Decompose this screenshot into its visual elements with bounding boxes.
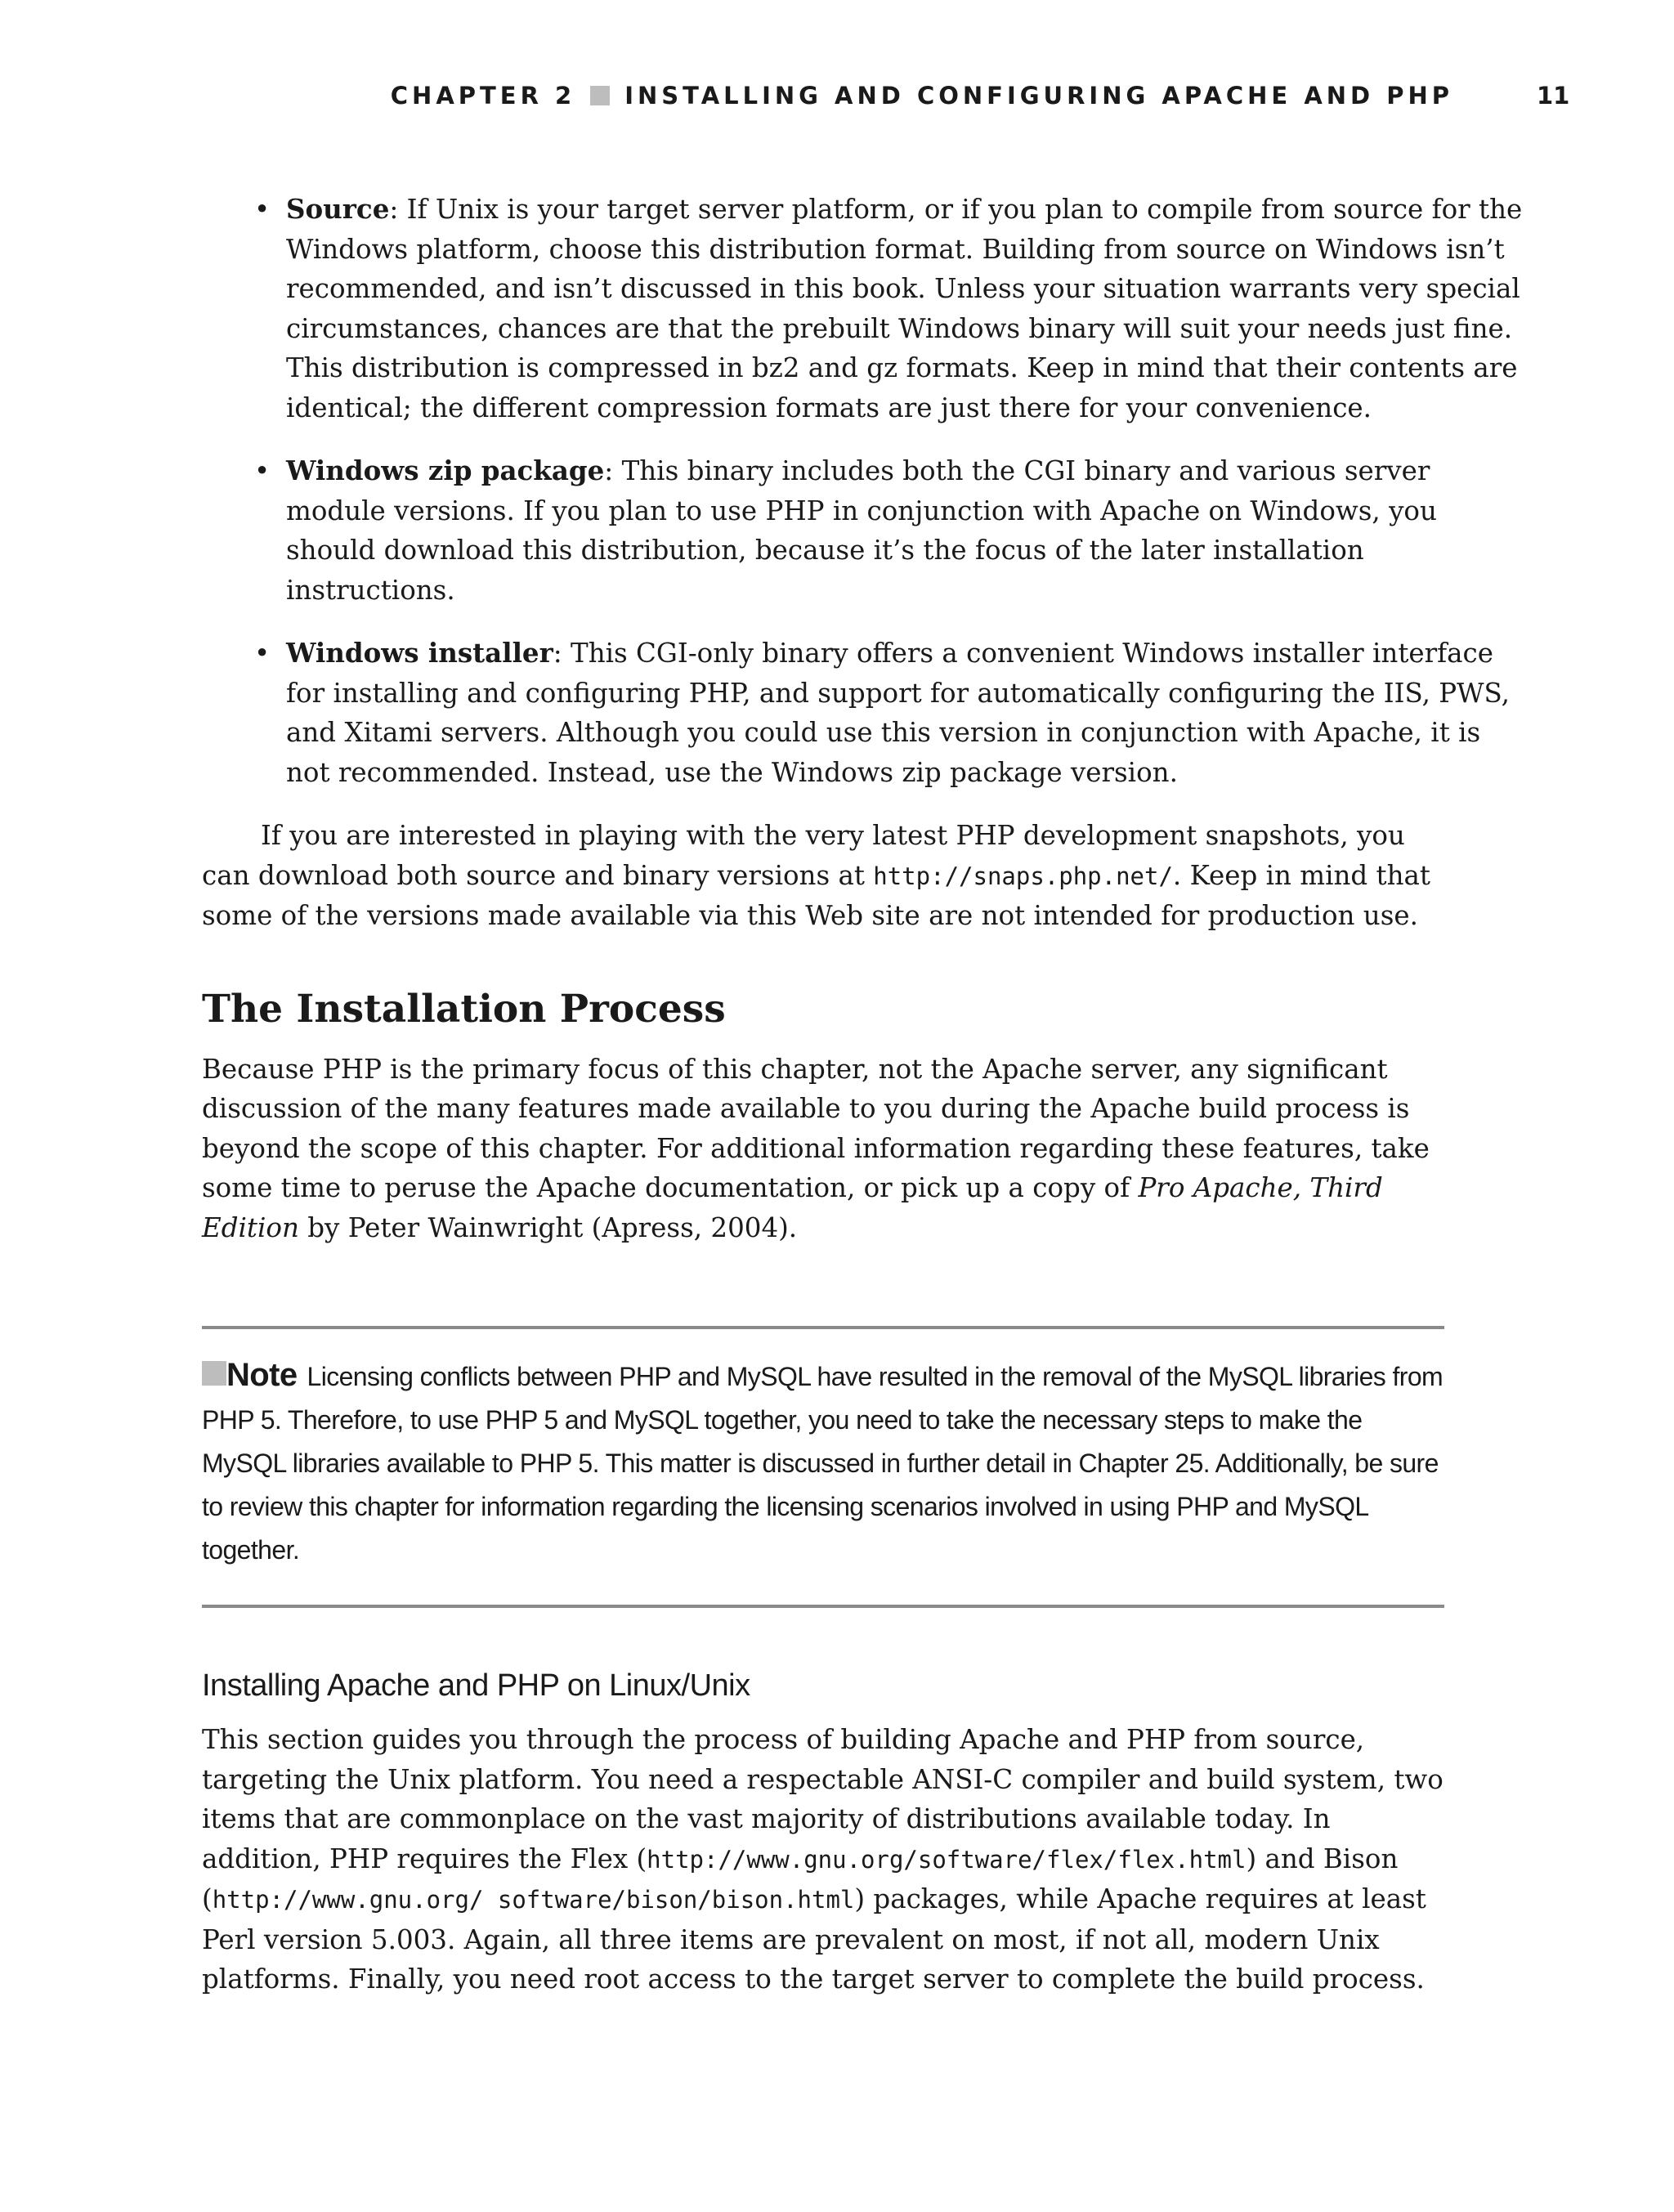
text-run: ) and Bison ( — [202, 1843, 1399, 1914]
note-text: Licensing conflicts between PHP and MySQL have resulted in the removal of the MySQL libraries from PHP 5. Therefore, to use PHP 5 and MySQL together, you need to take the necessary steps to make the MySQL libraries available to PHP 5. This matter is discussed in further detail in Chapter 25. Additionally, be sure to review this chapter for information regarding the licensing scenarios involved in using PHP and MySQL together. — [202, 1362, 1443, 1565]
list-text: : If Unix is your target server platform, or if you plan to compile from source for the Windows platform, choose this distribution format. Building from source on Windows isn’t recommended, and isn’t discussed in this book. Unless your situation warrants very special circumstances, chances are that the prebuilt Windows binary will suit your needs just fine. This distribution is compressed in bz2 and gz formats. Keep in mind that their contents are identical; the different compression formats are just there for your convenience. — [286, 194, 1523, 423]
header-title: INSTALLING AND CONFIGURING APACHE AND PHP — [624, 82, 1453, 110]
book-title: Pro Apache, Third Edition — [202, 1172, 1383, 1243]
list-item-windows-zip — [202, 451, 1533, 610]
note-label: Note — [226, 1357, 298, 1393]
section-intro-paragraph — [202, 1050, 1444, 1248]
running-header — [0, 82, 1453, 110]
snapshots-url: http://snaps.php.net/ — [873, 862, 1173, 890]
list-item-source — [202, 190, 1533, 428]
header-separator-square — [590, 86, 610, 105]
text-run: . Keep in mind that some of the versions made available via this Web site are not intended for production use. — [202, 859, 1430, 931]
bullet-icon: • — [254, 194, 271, 225]
text-run: This section guides you through the process of building Apache and PHP from source, targeting the Unix platform. You need a respectable ANSI-C compiler and build system, two items that are commonplace on the vast majority of distributions available today. In addition, PHP requires the Flex ( — [202, 1724, 1443, 1874]
list-text: : This CGI-only binary offers a convenient Windows installer interface for installing and configuring PHP, and support for automatically configuring the IIS, PWS, and Xitami servers. Although you could use this version in conjunction with Apache, it is not recommended. Instead, use the Windows zip package version. — [286, 638, 1510, 788]
list-term: Source — [286, 193, 390, 225]
snapshots-paragraph — [202, 816, 1444, 936]
bullet-icon: • — [254, 455, 271, 486]
flex-url: http://www.gnu.org/software/flex/flex.html — [647, 1845, 1247, 1874]
page-content — [202, 190, 1523, 1999]
text-run: ) packages, while Apache requires at least Perl version 5.003. Again, all three items are prevalent on most, if not all, modern Unix platforms. Finally, you need root access to the target server to complete the build process. — [202, 1883, 1426, 1995]
note-box — [202, 1326, 1444, 1608]
subsection-paragraph — [202, 1720, 1444, 1999]
page-number: 11 — [1537, 82, 1570, 110]
bison-url: http://www.gnu.org/ software/bison/bison.html — [212, 1886, 855, 1914]
subsection-heading: Installing Apache and PHP on Linux/Unix — [202, 1668, 750, 1703]
list-term: Windows zip package — [286, 454, 605, 486]
list-item-windows-installer — [202, 634, 1533, 792]
text-run: by Peter Wainwright (Apress, 2004). — [298, 1211, 798, 1243]
text-run: Because PHP is the primary focus of this chapter, not the Apache server, any significant discussion of the many features made available to you during the Apache build process is beyond the scope of this chapter. For additional information regarding these features, take some time to peruse the Apache documentation, or pick up a copy of — [202, 1053, 1430, 1203]
bullet-icon: • — [254, 638, 271, 669]
note-marker-icon — [202, 1361, 226, 1386]
text-run: If you are interested in playing with the very latest PHP development snapshots, you can download both source and binary versions at — [202, 820, 1405, 891]
header-chapter: CHAPTER 2 — [390, 82, 576, 110]
list-term: Windows installer — [286, 637, 553, 669]
section-heading: The Installation Process — [202, 986, 726, 1032]
distribution-list — [202, 190, 1523, 792]
note-paragraph — [202, 1354, 1444, 1572]
list-text: : This binary includes both the CGI binary and various server module versions. If you plan to use PHP in conjunction with Apache on Windows, you should download this distribution, because it’s the focus of the later installation instructions. — [286, 455, 1437, 606]
